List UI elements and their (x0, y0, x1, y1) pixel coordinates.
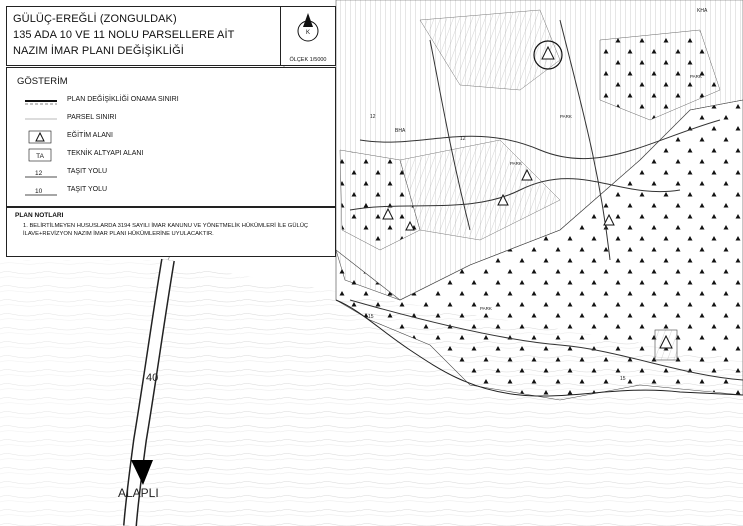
title-line-3: NAZIM İMAR PLANI DEĞİŞİKLİĞİ (13, 45, 184, 57)
ta-box-icon (23, 148, 59, 162)
legend-box (6, 67, 336, 207)
svg-text:15: 15 (368, 314, 374, 320)
road-icon (23, 184, 59, 198)
svg-text:12: 12 (35, 170, 43, 177)
title-line-1: GÜLÜÇ-EREĞLİ (ZONGULDAK) (13, 13, 177, 25)
boundary-line-icon (23, 94, 59, 108)
legend-item: EĞİTİM ALANI (23, 130, 323, 144)
title-line-2: 135 ADA 10 VE 11 NOLU PARSELLERE AİT (13, 29, 235, 41)
svg-text:12: 12 (460, 136, 466, 142)
parcel-line-icon (23, 112, 59, 126)
scale-text: ÖLÇEK 1/5000 (289, 57, 327, 63)
triangle-icon (23, 130, 59, 144)
svg-text:BHA: BHA (395, 128, 406, 134)
road-icon (23, 166, 59, 180)
north-letter: K (305, 30, 311, 36)
svg-text:12: 12 (370, 114, 376, 120)
legend-item: 10 TAŞIT YOLU (23, 184, 323, 198)
road-number-label: 40 (146, 372, 159, 384)
legend-title: GÖSTERİM (17, 76, 68, 87)
svg-text:15: 15 (620, 376, 626, 382)
north-arrow-box (280, 7, 335, 65)
legend-item: TA TEKNİK ALTYAPI ALANI (23, 148, 323, 162)
direction-label: ALAPLI (118, 486, 159, 500)
svg-text:TA: TA (36, 153, 44, 160)
legend-item: PARSEL SINIRI (23, 112, 323, 126)
legend-item: PLAN DEĞİŞİKLİĞİ ONAMA SINIRI (23, 94, 323, 108)
notes-title: PLAN NOTLARI (15, 212, 64, 219)
plan-notes-box (6, 207, 336, 257)
notes-text: 1. BELİRTİLMEYEN HUSUSLARDA 3194 SAYILI İMAR KANUNU VE YÖNETMELİK HÜKÜMLERİ İLE GÜLÜÇ İLAVE+REVİZYON NAZIM İMAR PLANI HÜKÜMLERİNE UYULACAKTIR. (23, 223, 309, 237)
title-box (6, 6, 336, 66)
north-arrow-icon (281, 7, 335, 53)
legend-item: 12 TAŞIT YOLU (23, 166, 323, 180)
svg-text:KHA: KHA (697, 8, 708, 14)
svg-text:10: 10 (35, 188, 43, 195)
svg-text:PARK: PARK (690, 74, 702, 79)
svg-text:PARK: PARK (560, 114, 572, 119)
svg-text:PARK: PARK (510, 161, 522, 166)
svg-text:PARK: PARK (480, 306, 492, 311)
